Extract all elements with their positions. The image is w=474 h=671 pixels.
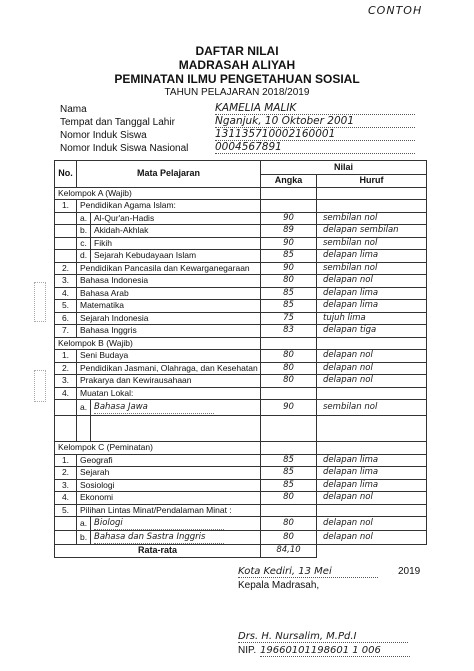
score-words: sembilan nol [317,212,427,225]
school-name: MADRASAH ALIYAH [178,58,296,72]
subject: Pilihan Lintas Minat/Pendalaman Minat : [77,504,261,517]
row-letter: a. [77,517,91,531]
score-words: tujuh lima [317,312,427,325]
row-number: 4. [55,387,77,400]
average-value: 84,10 [261,545,317,558]
birth-value: Nganjuk, 10 Oktober 2001 [215,115,415,128]
corner-note: CONTOH [368,4,423,17]
score-number: 90 [261,237,317,250]
score-words: delapan lima [317,454,427,467]
subject: Biologi [94,518,224,530]
score-words: sembilan nol [317,237,427,250]
score-words: delapan lima [317,300,427,313]
subject: Sejarah Kebudayaan Islam [91,250,261,263]
table-row [55,492,427,505]
row-number: 4. [55,492,77,505]
table-row [55,375,427,388]
name-label: Nama [60,104,87,115]
score-number: 85 [261,250,317,263]
score-words: delapan lima [317,250,427,263]
subject: Pendidikan Jasmani, Olahraga, dan Kesehatan [77,362,261,375]
subject: Bahasa Arab [77,287,261,300]
row-number: 1. [55,454,77,467]
table-row [55,300,427,313]
col-no-header: No. [55,161,77,188]
spacer-row [55,416,427,442]
table-row [55,517,427,531]
stamp-mark [34,370,46,402]
score-words: delapan nol [317,362,427,375]
academic-year: TAHUN PELAJARAN 2018/2019 [164,87,310,98]
table-row [55,454,427,467]
table-row [55,325,427,338]
nip-label: NIP. [238,645,257,656]
score-words: delapan nol [317,517,427,531]
row-number: 1. [55,200,77,213]
row-letter: d. [77,250,91,263]
score-number: 83 [261,325,317,338]
table-row [55,362,427,375]
group-a-row [55,187,427,200]
subject: Sejarah [77,467,261,480]
group-b-label: Kelompok B (Wajib) [55,337,261,350]
score-number: 85 [261,287,317,300]
subject: Al-Qur'an-Hadis [91,212,261,225]
score-number: 90 [261,400,317,416]
score-words: delapan lima [317,287,427,300]
row-number: 3. [55,375,77,388]
table-row [55,262,427,275]
grades-table [54,160,427,558]
subject: Matematika [77,300,261,313]
subject: Ekonomi [77,492,261,505]
subject: Bahasa dan Sastra Inggris [94,532,224,544]
table-row [55,504,427,517]
row-letter: a. [77,400,91,416]
subject: Sejarah Indonesia [77,312,261,325]
subject: Seni Budaya [77,350,261,363]
group-c-label: Kelompok C (Peminatan) [55,442,261,455]
row-letter: a. [77,212,91,225]
table-row [55,200,427,213]
group-c-row [55,442,427,455]
subject: Bahasa Indonesia [77,275,261,288]
subject: Geografi [77,454,261,467]
row-letter: b. [77,531,91,545]
table-row [55,531,427,545]
score-words: delapan lima [317,467,427,480]
row-number: 5. [55,504,77,517]
score-words: sembilan nol [317,400,427,416]
score-number: 85 [261,467,317,480]
subject: Prakarya dan Kewirausahaan [77,375,261,388]
place-date: Kota Kediri, 13 Mei [238,566,378,578]
row-number: 7. [55,325,77,338]
table-row [55,250,427,263]
signer-role: Kepala Madrasah, [238,580,320,591]
score-words: delapan nol [317,492,427,505]
col-subject-header: Mata Pelajaran [77,161,261,188]
average-label: Rata-rata [55,545,261,558]
document-title: DAFTAR NILAI [195,44,279,58]
row-number: 3. [55,275,77,288]
row-number: 2. [55,362,77,375]
subject: Bahasa Jawa [94,402,214,414]
signature-year: 2019 [398,566,421,577]
score-number: 85 [261,300,317,313]
subject: Bahasa Inggris [77,325,261,338]
col-number-header: Angka [261,175,317,188]
table-row [55,287,427,300]
stamp-mark [34,282,46,322]
col-score-header: Nilai [261,161,427,175]
table-row [55,467,427,480]
row-number: 1. [55,350,77,363]
nip-value: 19660101198601 1 006 [260,645,410,657]
score-words: delapan nol [317,350,427,363]
table-row [55,312,427,325]
average-row [55,545,427,558]
col-words-header: Huruf [317,175,427,188]
nisn-value: 0004567891 [215,141,415,154]
nis-value: 131135710002160001 [215,128,415,141]
table-row [55,225,427,238]
score-number: 80 [261,275,317,288]
subject: Pendidikan Pancasila dan Kewarganegaraan [77,262,261,275]
score-number: 80 [261,350,317,363]
table-row [55,387,427,400]
score-words: delapan tiga [317,325,427,338]
score-number: 85 [261,454,317,467]
score-number: 90 [261,212,317,225]
table-row [55,479,427,492]
score-number: 80 [261,375,317,388]
score-number: 80 [261,492,317,505]
row-number: 2. [55,262,77,275]
program-name: PEMINATAN ILMU PENGETAHUAN SOSIAL [114,72,360,86]
score-number: 90 [261,262,317,275]
score-words: delapan lima [317,479,427,492]
birth-label: Tempat dan Tanggal Lahir [60,117,175,128]
table-row [55,237,427,250]
score-words: delapan sembilan [317,225,427,238]
subject: Akidah-Akhlak [91,225,261,238]
row-number: 6. [55,312,77,325]
score-number: 80 [261,362,317,375]
row-letter: c. [77,237,91,250]
score-number: 85 [261,479,317,492]
group-a-label: Kelompok A (Wajib) [55,187,261,200]
nis-label: Nomor Induk Siswa [60,130,147,141]
score-words: sembilan nol [317,262,427,275]
subject: Pendidikan Agama Islam: [77,200,261,213]
signer-name: Drs. H. Nursalim, M.Pd.I [238,631,408,643]
row-letter: b. [77,225,91,238]
score-number: 89 [261,225,317,238]
subject: Sosiologi [77,479,261,492]
score-number: 80 [261,517,317,531]
row-number: 4. [55,287,77,300]
score-number: 80 [261,531,317,545]
score-number: 75 [261,312,317,325]
score-words: delapan nol [317,531,427,545]
name-value: KAMELIA MALIK [215,102,415,115]
row-number: 2. [55,467,77,480]
group-b-row [55,337,427,350]
table-row [55,400,427,416]
score-words: delapan nol [317,375,427,388]
subject: Muatan Lokal: [77,387,261,400]
table-row [55,212,427,225]
table-row [55,350,427,363]
table-row [55,275,427,288]
row-number: 5. [55,300,77,313]
subject: Fikih [91,237,261,250]
row-number: 3. [55,479,77,492]
nisn-label: Nomor Induk Siswa Nasional [60,143,189,154]
score-words: delapan nol [317,275,427,288]
